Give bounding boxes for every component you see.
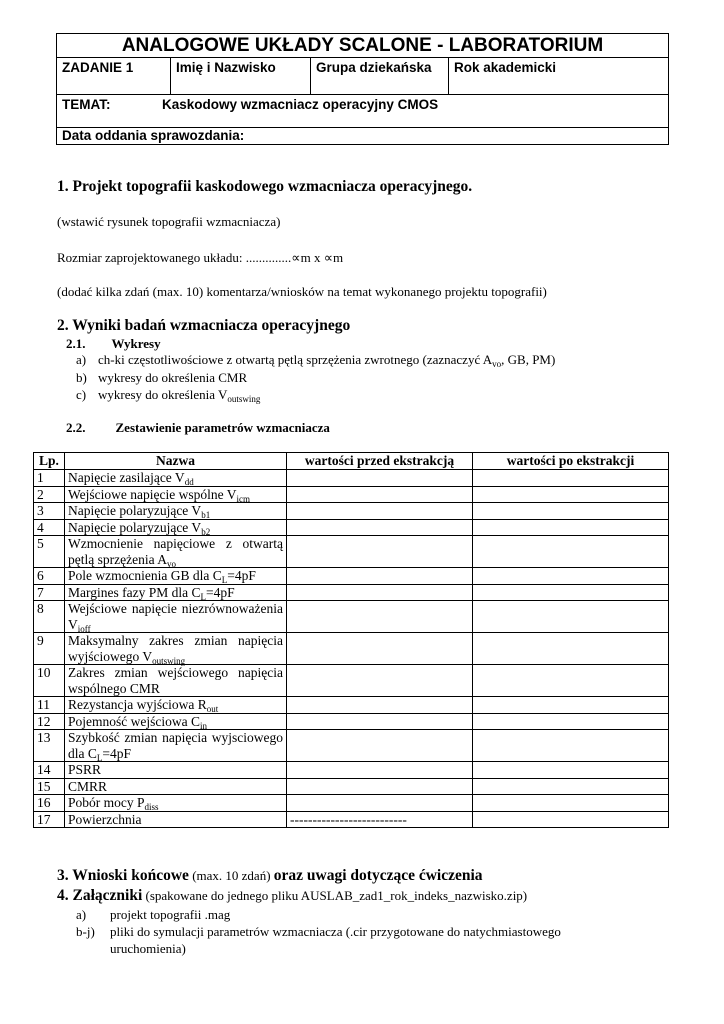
table-row — [34, 470, 669, 487]
value-before-extraction — [287, 795, 473, 812]
table-row — [34, 778, 669, 795]
column-header-lp: Lp. — [34, 453, 65, 470]
value-after-extraction — [473, 665, 669, 697]
column-header-after-extraction: wartości po ekstrakcji — [473, 453, 669, 470]
parameter-name: Margines fazy PM dla $C_L=4pF$ — [65, 584, 287, 601]
layout-size-line: Rozmiar zaprojektowanego układu: ..............∝m x ∝m — [57, 250, 344, 265]
subsection-2-2-title: Zestawienie parametrów wzmacniacza — [115, 420, 330, 435]
parameter-name: Napięcie zasilające $V_{dd}$ — [65, 470, 287, 487]
row-number: 12 — [34, 713, 65, 730]
row-number: 3 — [34, 503, 65, 520]
row-number: 2 — [34, 486, 65, 503]
parameter-name: Pole wzmocnienia GB dla $C_L=4pF$ — [65, 568, 287, 585]
value-after-extraction — [473, 795, 669, 812]
parameter-name: Wejściowe napięcie niezrównoważenia $V_{ioff}$ — [65, 601, 287, 633]
value-after-extraction — [473, 486, 669, 503]
plot-item-c: c) wykresy do określenia $V_{outswing}$ — [76, 387, 261, 404]
row-number: 6 — [34, 568, 65, 585]
value-after-extraction — [473, 503, 669, 520]
value-after-extraction — [473, 778, 669, 795]
parameters-table — [33, 452, 669, 828]
table-row — [34, 519, 669, 536]
plot-item-b: b) wykresy do określenia CMR — [76, 370, 248, 385]
value-before-extraction — [287, 486, 473, 503]
table-row — [34, 486, 669, 503]
value-after-extraction — [473, 584, 669, 601]
parameter-name: CMRR — [65, 778, 287, 795]
table-row — [34, 762, 669, 779]
topic-text: Kaskodowy wzmacniacz operacyjny CMOS — [162, 97, 439, 112]
table-row — [34, 697, 669, 714]
value-before-extraction — [287, 697, 473, 714]
parameter-name: Maksymalny zakres zmian napięcia wyjściowego $V_{outswing}$ — [65, 633, 287, 665]
value-after-extraction — [473, 536, 669, 568]
name-cell: Imię i Nazwisko — [171, 58, 311, 95]
attachment-item-a: a) projekt topografii .mag — [76, 907, 231, 922]
subsection-2-2 — [66, 420, 330, 436]
value-before-extraction — [287, 470, 473, 487]
row-number: 5 — [34, 536, 65, 568]
section4-heading: 4. Załączniki (spakowane do jednego pliku AUSLAB_zad1_rok_indeks_nazwisko.zip) — [57, 887, 528, 904]
value-before-extraction — [287, 713, 473, 730]
parameter-name: PSRR — [65, 762, 287, 779]
row-number: 1 — [34, 470, 65, 487]
topic-cell — [57, 95, 669, 128]
row-number: 15 — [34, 778, 65, 795]
parameter-name: Zakres zmian wejściowego napięcia wspólnego CMR — [65, 665, 287, 697]
row-number: 13 — [34, 730, 65, 762]
row-number: 4 — [34, 519, 65, 536]
table-row — [34, 584, 669, 601]
table-row — [34, 730, 669, 762]
table-row — [34, 568, 669, 585]
value-before-extraction — [287, 665, 473, 697]
section1-line3: (dodać kilka zdań (max. 10) komentarza/wniosków na temat wykonanego projektu topografii) — [57, 284, 547, 299]
parameter-name: Napięcie polaryzujące $V_{b2}$ — [65, 519, 287, 536]
value-after-extraction — [473, 730, 669, 762]
value-after-extraction — [473, 811, 669, 828]
task-cell: ZADANIE 1 — [57, 58, 171, 95]
subsection-2-1-number: 2.1. — [66, 336, 86, 351]
section1-heading: 1. Projekt topografii kaskodowego wzmacniacza operacyjnego. — [57, 178, 473, 195]
row-number: 10 — [34, 665, 65, 697]
topic-label: TEMAT: — [62, 97, 111, 112]
value-before-extraction: -------------------------- — [287, 811, 473, 828]
value-after-extraction — [473, 713, 669, 730]
row-number: 7 — [34, 584, 65, 601]
parameter-name: Wejściowe napięcie wspólne $V_{icm}$ — [65, 486, 287, 503]
parameter-name: Pobór mocy $P_{diss}$ — [65, 795, 287, 812]
value-before-extraction — [287, 730, 473, 762]
row-number: 16 — [34, 795, 65, 812]
year-cell: Rok akademicki — [449, 58, 669, 95]
value-before-extraction — [287, 762, 473, 779]
row-number: 8 — [34, 601, 65, 633]
parameter-name: Szybkość zmian napięcia wyjscioweg​o dla $C_L=4pF$ — [65, 730, 287, 762]
table-row — [34, 713, 669, 730]
section1-line1: (wstawić rysunek topografii wzmacniacza) — [57, 214, 281, 229]
parameter-name: Pojemność wejściowa $C_{in}$ — [65, 713, 287, 730]
value-before-extraction — [287, 778, 473, 795]
column-header-before-extraction: wartości przed ekstrakcją — [287, 453, 473, 470]
value-after-extraction — [473, 762, 669, 779]
attachment-item-b-cont: uruchomienia) — [110, 941, 186, 956]
parameter-name: Powierzchnia — [65, 811, 287, 828]
row-number: 14 — [34, 762, 65, 779]
section3-heading: 3. Wnioski końcowe (max. 10 zdań) oraz uwagi dotyczące ćwiczenia — [57, 867, 483, 884]
value-after-extraction — [473, 697, 669, 714]
table-row — [34, 601, 669, 633]
table-row — [34, 503, 669, 520]
row-number: 11 — [34, 697, 65, 714]
table-row — [34, 536, 669, 568]
value-before-extraction — [287, 633, 473, 665]
subsection-2-1-title: Wykresy — [111, 336, 161, 351]
value-after-extraction — [473, 519, 669, 536]
section2-heading: 2. Wyniki badań wzmacniacza operacyjnego — [57, 317, 351, 334]
value-before-extraction — [287, 568, 473, 585]
row-number: 9 — [34, 633, 65, 665]
value-before-extraction — [287, 536, 473, 568]
parameter-name: Napięcie polaryzujące $V_{b1}$ — [65, 503, 287, 520]
attachment-item-b: b-j) pliki do symulacji parametrów wzmacniacza (.cir przygotowane do natychmiastowego — [76, 924, 561, 939]
subsection-2-1 — [66, 336, 161, 352]
due-date-cell: Data oddania sprawozdania: — [57, 128, 669, 145]
value-after-extraction — [473, 568, 669, 585]
parameter-name: Rezystancja wyjściowa $R_{out}$ — [65, 697, 287, 714]
value-after-extraction — [473, 601, 669, 633]
table-row — [34, 665, 669, 697]
subsection-2-2-number: 2.2. — [66, 420, 86, 435]
value-before-extraction — [287, 601, 473, 633]
row-number: 17 — [34, 811, 65, 828]
table-row — [34, 811, 669, 828]
table-row — [34, 795, 669, 812]
value-before-extraction — [287, 503, 473, 520]
plot-item-a: a) ch-ki częstotliwościowe z otwartą pętlą sprzężenia zwrotnego (zaznaczyć $A_{vo}$, GB, PM) — [76, 352, 556, 369]
value-after-extraction — [473, 633, 669, 665]
parameter-name: Wzmocnienie napięciowe z otwartą pętlą sprzężenia $A_{vo}$ — [65, 536, 287, 568]
group-cell: Grupa dziekańska — [311, 58, 449, 95]
document-title: ANALOGOWE UKŁADY SCALONE - LABORATORIUM — [57, 34, 669, 58]
header-table — [56, 33, 669, 145]
value-after-extraction — [473, 470, 669, 487]
value-before-extraction — [287, 519, 473, 536]
table-row — [34, 633, 669, 665]
value-before-extraction — [287, 584, 473, 601]
column-header-name: Nazwa — [65, 453, 287, 470]
